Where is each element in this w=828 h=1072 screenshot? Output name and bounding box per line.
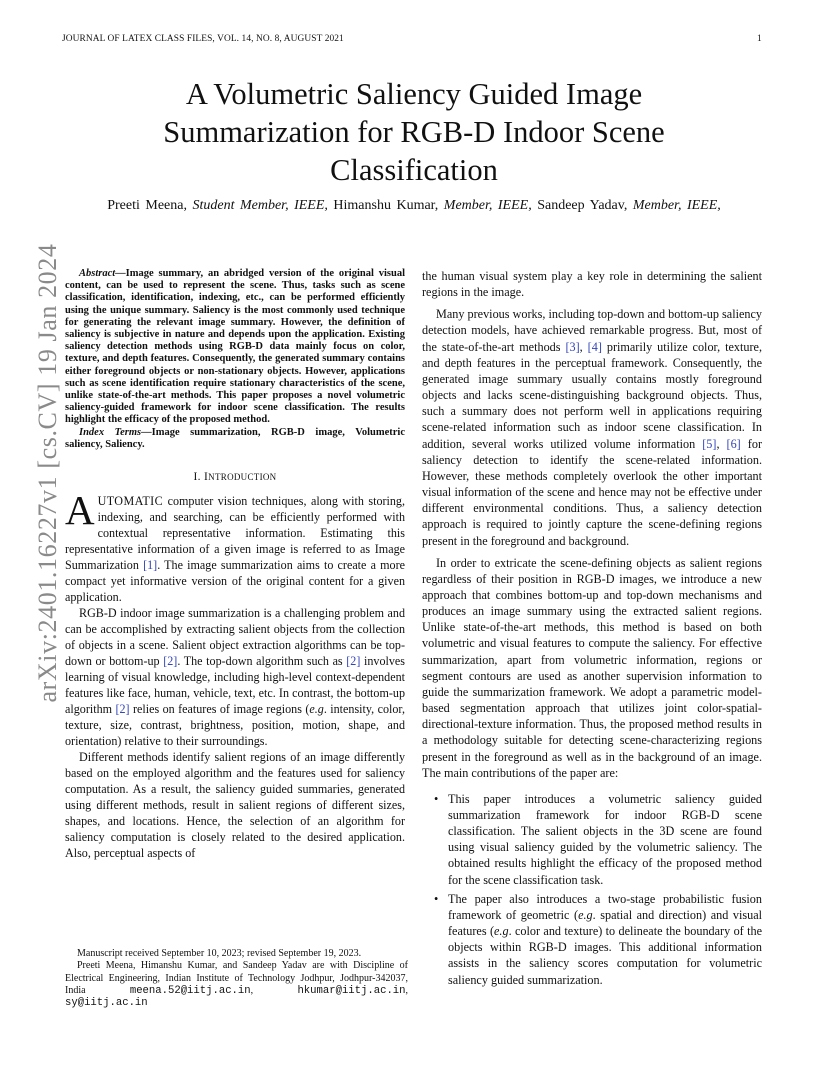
separator: , xyxy=(579,339,588,354)
footnotes xyxy=(65,948,408,1009)
email-link[interactable]: sy@iitj.ac.in xyxy=(65,997,148,1010)
citation-link[interactable]: [2] xyxy=(163,654,178,669)
author-list xyxy=(70,198,758,214)
separator: , xyxy=(250,984,298,996)
intro-text: involves learning of visual knowledge, including high-level context-dependent features like face, human, vehicle, text, etc. In contrast, the bottom-up algorithm xyxy=(65,654,405,717)
index-terms-text: —Image summarization, RGB-D image, Volumetric saliency, Saliency. xyxy=(65,426,405,450)
body-text: . spatial and direction) and visual features ( xyxy=(448,907,763,939)
author-name: Preeti Meena, xyxy=(107,198,187,213)
footnote-affiliation xyxy=(65,960,408,1009)
author-name: Sandeep Yadav, xyxy=(537,198,628,213)
footnote-received: Manuscript received September 10, 2023; revised September 19, 2023. xyxy=(77,948,362,959)
abstract xyxy=(65,268,405,427)
dropcap: A xyxy=(65,487,95,534)
email-link[interactable]: hkumar@iitj.ac.in xyxy=(297,984,406,997)
intro-paragraph-3: Different methods identify salient regions of an image differently based on the employed algorithm and the features used for saliency computation. As a result, the saliency guided summaries, generated using different methods, result in salient regions of different sizes, shapes, and locations. Hence, the selection of an algorithm for saliency computation is closely related to the desired application. Also, perceptual aspects of xyxy=(65,750,405,861)
separator: , xyxy=(716,436,727,451)
author-role: Student Member, IEEE, xyxy=(192,198,328,213)
intro-text: computer vision techniques, along with storing, indexing, and searching, can be efficiently performed with contextual representative information. Estimating this representative information of a given image is referred to as Image Summarization xyxy=(65,494,405,573)
intro-paragraph-1 xyxy=(65,487,405,605)
body-text: Many previous works, including top-down and bottom-up saliency detection models, have achieved remarkable progress. But, most of the state-of-the-art methods xyxy=(422,307,762,354)
intro-text: . intensity, color, texture, size, contrast, brightness, position, motion, shape, and orientation) relative to their surroundings. xyxy=(65,702,405,749)
approach-paragraph: In order to extricate the scene-defining objects as salient regions regardless of their position in RGB-D images, we introduce a new approach that combines bottom-up and top-down mechanisms and produces an image summary using the extracted salient regions. Unlike state-of-the-art methods, this method is based on both volumetric and visual features to compute the saliency. For effective summarization, apart from volumetric information, regions or segment contours are used as another supervision information to guide the summarization framework. We adopt a parametric model-based segmentation approach that utilizes joint color-spatial-directional-texture information. Thus, the proposed method results in a methodology suitable for detecting scene-characterizing regions present in the foreground as well as in the background of an image. The main contributions of the paper are: xyxy=(422,555,762,780)
author-name: Himanshu Kumar, xyxy=(333,198,439,213)
body-text: e.g xyxy=(578,907,593,922)
section-title-rest: NTRODUCTION xyxy=(208,472,277,483)
list-item xyxy=(448,891,762,988)
page-number: 1 xyxy=(757,34,762,44)
citation-link[interactable]: [6] xyxy=(726,436,741,451)
running-header: JOURNAL OF LATEX CLASS FILES, VOL. 14, NO. 8, AUGUST 2021 xyxy=(62,34,344,44)
abstract-label: Abstract xyxy=(79,268,116,279)
section-title-initial: I xyxy=(204,471,209,484)
intro-text: RGB-D indoor image summarization is a challenging problem and can be accomplished by extracting salient objects from the collection of objects in a scene. Salient object extraction algorithms can be top-down or bottom-up xyxy=(65,606,405,669)
citation-link[interactable]: [3] xyxy=(565,339,580,354)
related-work-paragraph xyxy=(422,306,762,548)
section-heading xyxy=(65,469,405,485)
intro-text: relies on features of image regions ( xyxy=(129,702,310,717)
continued-paragraph: the human visual system play a key role in determining the salient regions in the image. xyxy=(422,269,762,300)
separator: , xyxy=(405,984,409,996)
body-text: . color and texture) to delineate the boundary of the objects within RGB-D images. This additional information assists in the saliency scores computation for volumetric saliency guided summarization. xyxy=(448,924,762,987)
paper-title: A Volumetric Saliency Guided Image Summarization for RGB-D Indoor Scene Classification xyxy=(163,77,665,187)
affiliation-text: Preeti Meena, Himanshu Kumar, and Sandeep Yadav are with Discipline of Electrical Engineering, Indian Institute of Technology Jodhpur, Jodhpur-342037, India xyxy=(65,960,408,996)
author-role: Member, IEEE, xyxy=(443,198,532,213)
citation-link[interactable]: [2] xyxy=(115,702,130,717)
body-text: for saliency detection to identify the scene-related information. However, these methods completely overlook the other important visual information of the scene and hence may not be effective under different environmental conditions. Thus, a saliency detection approach is required to jointly capture the scene-defining regions present in the foreground and background. xyxy=(422,436,763,548)
author-role: Member, IEEE, xyxy=(632,198,721,213)
body-text: primarily utilize color, texture, and depth features in the perceptual framework. Consequently, the generated image summary usually contains mostly foreground objects and lacks scene-distinguishing background objects. Thus, such a summary does not perform well in applications requiring scene-related information such as indoor scene classification. In addition, several works utilized volume information xyxy=(422,339,762,451)
intro-text: . The top-down algorithm such as xyxy=(177,654,347,669)
citation-link[interactable]: [1] xyxy=(143,558,158,573)
abstract-text: —Image summary, an abridged version of the original visual content, can be used to represent the scene. Thus, tasks such as scene classification, identification, indexing, etc., can be performed efficiently using the unique summary. Saliency is the most commonly used technique for generating the relevant image summary. However, the definition of saliency is subjective in nature and depends upon the application. Existing saliency detection methods using RGB-D data mainly focus on color, texture, and depth features. Consequently, the generated summary contains either foreground objects or non-stationary objects. However, applications such as scene identification require stationary characteristics of the scene, unlike state-of-the-art methods. This paper proposes a novel volumetric saliency-guided framework for indoor scene classification. The results highlight the efficacy of the proposed method. xyxy=(65,268,405,426)
contributions-list xyxy=(422,791,762,988)
email-link[interactable]: meena.52@iitj.ac.in xyxy=(129,984,251,997)
index-terms xyxy=(65,427,405,451)
index-terms-label: Index Terms xyxy=(79,426,142,438)
body-text: e.g xyxy=(494,924,509,939)
intro-paragraph-2 xyxy=(65,605,405,749)
intro-text: e.g xyxy=(309,702,324,717)
body-text: The paper also introduces a two-stage probabilistic fusion framework of geometric ( xyxy=(448,891,762,922)
left-column xyxy=(65,268,405,861)
citation-link[interactable]: [4] xyxy=(587,339,602,354)
arxiv-stamp-text: arXiv:2401.16227v1 [cs.CV] 19 Jan 2024 xyxy=(33,243,62,703)
right-column xyxy=(422,268,762,991)
list-item: • This paper introduces a volumetric saliency guided summarization framework for indoor RGB-D scene classification. The salient objects in the 3D scene are found using visual saliency guided by the volumetric saliency. The obtained results highlight the efficacy of the proposed method for the scene classification task. xyxy=(448,791,762,888)
citation-link[interactable]: [2] xyxy=(346,654,361,669)
intro-text: . The image summarization aims to create a more compact yet informative version of the original content for a given application. xyxy=(65,558,405,605)
intro-lead: UTOMATIC xyxy=(97,494,164,509)
citation-link[interactable]: [5] xyxy=(702,436,717,451)
section-number: I. xyxy=(193,471,201,484)
